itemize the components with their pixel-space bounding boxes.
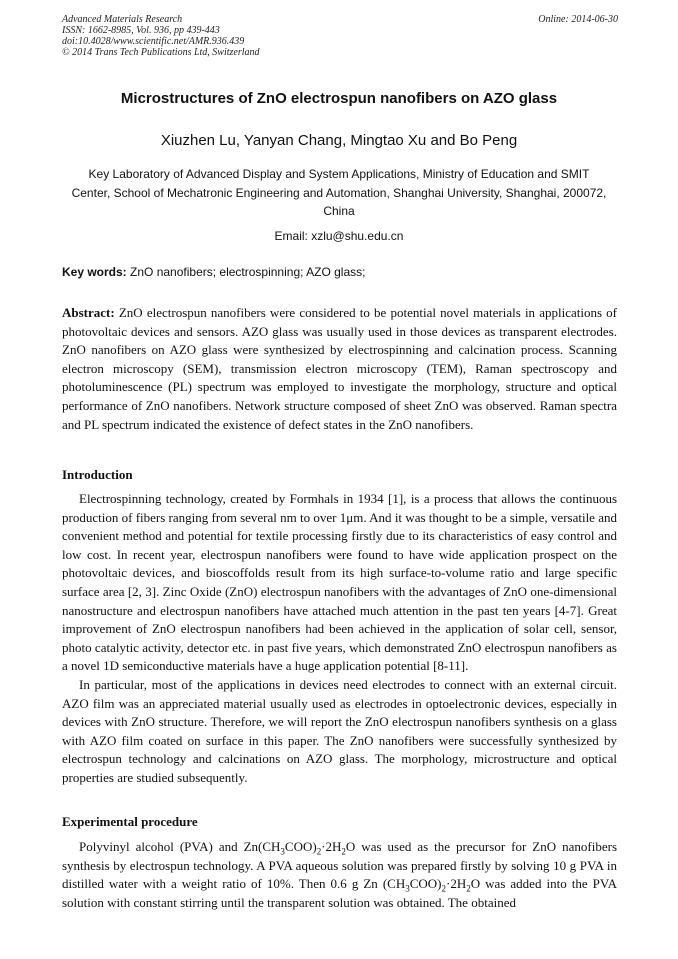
introduction-paragraph-2: In particular, most of the applications in devices need electrodes to connect with an external circuit. AZO film was an appreciated material usually used as electrodes in optoelectronic devices, especially in devices with ZnO structure. Therefore, we will report the ZnO electrospun nanofibers synthesis on a glass with AZO film coated on surface in this paper. The ZnO nanofibers were successfully synthesized by electrospun technology and calcinations on AZO glass. The morphology, microstructure and optical properties are studied subsequently. xyxy=(62,676,617,785)
keywords-label: Key words: xyxy=(62,265,127,279)
author-email: Email: xzlu@shu.edu.cn xyxy=(274,229,404,243)
doi-line: doi:10.4028/www.scientific.net/AMR.936.439 xyxy=(62,36,245,47)
affiliation: Key Laboratory of Advanced Display and System Applications, Ministry of Education and SMIT Center, School of Mechatronic Engineering and Automation, Shanghai University, Shanghai, 200072, China xyxy=(71,167,607,218)
text-run: O was used as the precursor for ZnO nanofibers synthesis by electrospun technology. A PVA aqueous solution was prepared firstly by solving 10 g PVA in distilled water with a weight ratio of 10%. Then 0.6 g Zn (CH xyxy=(62,839,617,892)
introduction-paragraph-1: Electrospinning technology, created by Formhals in 1934 [1], is a process that allows the continuous production of fibers ranging from several nm to over 1μm. And it was thought to be a simple, versatile and convenient method and potential for textile processing firstly due to its characteristics of easy control and low cost. In recent year, electrospun nanofibers were found to have wide application prospect on the photovoltaic devices, and bioscoffolds result from its high surface-to-volume ratio and large specific surface area [2, 3]. Zinc Oxide (ZnO) electrospun nanofibers with the advantages of ZnO one-dimensional nanostructure and electrospun nanofibers have attached much attention in the past ten years [4-7]. Great improvement of ZnO electrospun nanofibers had been achieved in the application of solar cell, sensor, photo catalytic activity, detector etc. in past five years, which demonstrated ZnO electrospun nanofibers as a novel 1D semiconductive materials have a huge application potential [8-11]. xyxy=(62,491,617,674)
subscript: 2 xyxy=(441,883,447,894)
subscript: 2 xyxy=(316,846,322,857)
subscript: 3 xyxy=(405,883,410,894)
subscript: 2 xyxy=(341,846,346,857)
keywords-text: ZnO nanofibers; electrospinning; AZO glass; xyxy=(126,265,366,279)
author-list: Xiuzhen Lu, Yanyan Chang, Mingtao Xu and Bo Peng xyxy=(160,132,518,149)
text-run: COO) xyxy=(284,839,317,854)
journal-header xyxy=(62,14,618,58)
experimental-paragraph-1 xyxy=(62,838,617,912)
text-run: COO) xyxy=(409,876,442,892)
paper-title: Microstructures of ZnO electrospun nanofibers on AZO glass xyxy=(120,90,558,107)
online-date: Online: 2014-06-30 xyxy=(538,14,618,25)
issn-line: ISSN: 1662-8985, Vol. 936, pp 439-443 xyxy=(62,25,220,36)
subscript: 2 xyxy=(466,883,471,894)
text-run: O was added into the PVA solution with constant stirring until the transparent solution was obtained. The obtained xyxy=(62,876,617,910)
abstract xyxy=(62,304,617,434)
keywords xyxy=(62,265,617,279)
text-run: Polyvinyl alcohol (PVA) and Zn(CH xyxy=(79,839,281,854)
experimental-section xyxy=(62,838,617,912)
experimental-heading: Experimental procedure xyxy=(62,814,198,829)
journal-name: Advanced Materials Research xyxy=(62,14,183,25)
introduction-heading: Introduction xyxy=(62,467,133,482)
text-run: ·2H xyxy=(446,876,467,892)
text-run: ·2H xyxy=(321,839,342,854)
subscript: 3 xyxy=(280,846,285,857)
copyright-line: © 2014 Trans Tech Publications Ltd, Switzerland xyxy=(62,47,260,58)
abstract-text: ZnO electrospun nanofibers were considered to be potential novel materials in applications of photovoltaic devices and sensors. AZO glass was usually used in those devices as transparent electrodes. ZnO nanofibers on AZO glass were synthesized by electrospinning and calcination process. Scanning electron microscopy (SEM), transmission electron microscopy (TEM), Raman spectroscopy and photoluminescence (PL) spectrum was employed to investigate the morphology, structure and optical performance of ZnO nanofibers. Network structure composed of sheet ZnO was observed. Raman spectra and PL spectrum indicated the existence of defect states in the ZnO nanofibers. xyxy=(62,305,617,432)
abstract-label: Abstract: xyxy=(62,305,115,320)
introduction-section xyxy=(62,490,617,788)
